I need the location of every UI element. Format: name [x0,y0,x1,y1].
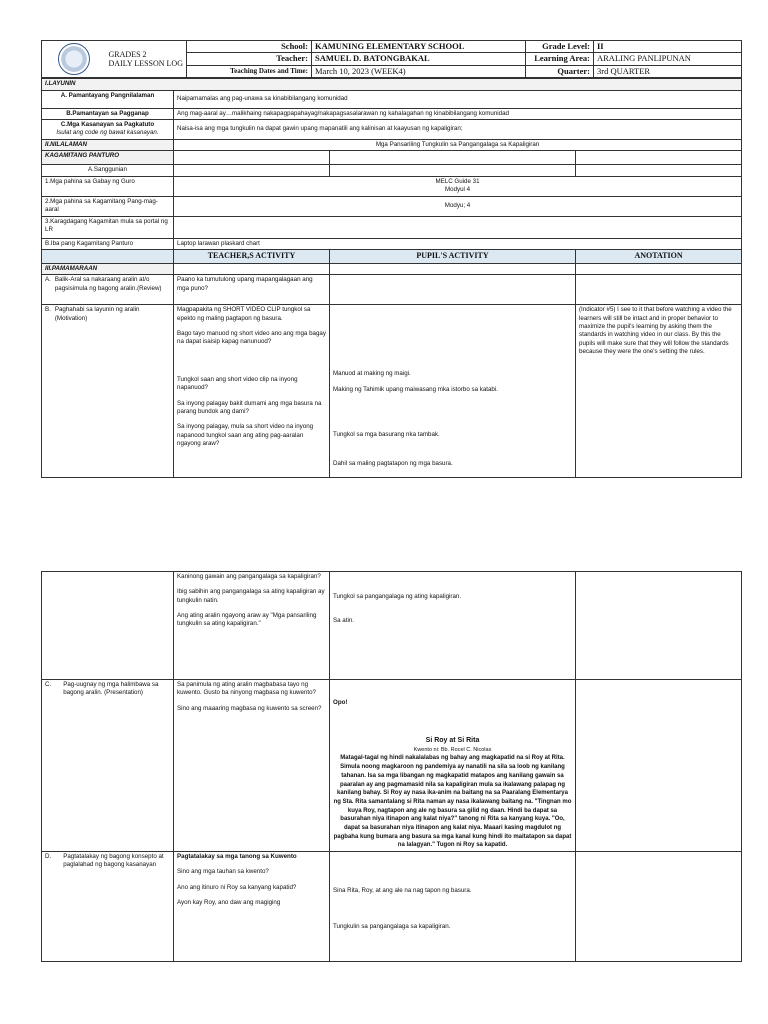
concept-letter: D. [45,853,52,861]
label-sanggunian: A.Sanggunian [42,165,174,176]
label-presentation [42,680,174,852]
review-letter: A. [45,276,51,284]
concept-t3: Ano ang itinuro ni Roy sa kanyang kapatid? [177,883,297,891]
motivation-letter: B. [45,306,51,314]
page2-p1: Tungkol sa pangangalaga ng ating kapaligiran. [333,593,462,600]
kasanayan-note: Isulat ang code ng bawat kasanayan. [56,129,159,137]
motivation-t3: Tungkol saan ang short video clip na inyong napanuod? [177,375,298,392]
motivation-t4: Sa inyong palagay bakit dumami ang mga basura na parang bundok ang dami? [177,399,322,415]
dates-value: March 10, 2023 (WEEK4) [312,65,526,77]
section-pamamaraan: III.PAMAMARAAN [42,264,174,275]
section-nilalaman: II.NILALAMAN [42,140,174,151]
story-body: Matagal-tagal ng hindi nakalalabas ng bahay ang magkapatid na si Roy at Rita. Simula noong magkaroon ng pandemiya ay nanatili na sila sa loob ng kanilang tahanan. Isa sa mga libangan ng magkapatid matapos ang kanilang gawain sa paaralan ay ang pagmamasid nila sa kapaligiran mula sa ikalawang palapag ng kanilang bahay. Si Roy ay nasa ika-anim na baitang na sa Paaralang Elementarya ng Sta. Rita samantalang si Rita naman ay nasa ikalawang baitang na. "Tingnan mo kuya Roy, nagtapon ang ale ng basura sa gilid ng daan. Hindi ba dapat sa basurahan niya itinapon ang kalat niya?" tanong ni Rita sa kanyang kuya. "Oo, dapat sa basurahan niya itinapon ang kalat niya. Maaari kasing magdulot ng pagbaha kung bumara ang basura sa mga kanal kung hindi ito maitatapon sa dapat na lalagyan." Tugon ni Roy sa kapatid. [333,755,572,849]
gabay-line-2: Modyul 4 [444,186,471,194]
motivation-teacher [174,305,330,477]
presentation-letter: C. [45,681,52,688]
section-layunin: I.LAYUNIN [42,79,742,90]
motivation-p3: Tungkol sa mga basurang nka tambak. [333,431,440,439]
col-header-pupil: PUPIL'S ACTIVITY [330,250,576,264]
school-value: KAMUNING ELEMENTARY SCHOOL [312,41,526,53]
motivation-t2: Bago tayo manuod ng short video ano ang mga bagay na dapat isaisip kapag nanunuod? [177,330,326,346]
concept-pupil [330,852,576,962]
presentation-p1: Opo! [333,699,348,706]
page2-pupil [330,572,576,680]
school-label: School: [187,41,312,53]
teacher-label: Teacher: [187,53,312,65]
label-kagamitan-mag-aaral: 2.Mga pahina sa Kagamitang Pang-mag-aaral [42,196,174,216]
text-kasanayan: Naisa-isa ang mga tungkulin na dapat gawin upang mapanatili ang kalinisan at kaayusan ng kapaligiran; [174,120,742,140]
col-header-teacher: TEACHER,S ACTIVITY [174,250,330,264]
form-title-2: DAILY LESSON LOG [108,59,183,69]
dates-label: Teaching Dates and Time: [187,65,312,77]
page2-t3: Ang ating aralin ngayong araw ay "Mga pansariling tungkulin sa ating kapaligiran." [177,612,317,628]
presentation-pupil [330,680,576,852]
presentation-label: Pag-uugnay ng mga halimbawa sa bagong aralin. (Presentation) [63,681,159,697]
text-nilalaman: Mga Pansariling Tungkulin sa Pangangalaga sa Kapaligiran [174,140,742,151]
label-pamantayang-pangnilalaman: A. Pamantayang Pangnilalaman [42,90,174,108]
header-logo-cell [42,41,187,78]
presentation-t1: Sa panimula ng ating aralin magbabasa tayo ng kuwento. Gusto ba ninyong magbasa ng kuwento? [177,681,316,697]
deped-seal-icon [58,43,90,75]
label-karagdagang: 3.Karagdagang Kagamitan mula sa portal ng LR [42,216,174,238]
page2-t2: Ibig sabihin ang pangangalaga sa ating kapaligiran ay tungkulin natin. [177,588,325,604]
text-pamantayang-pangnilalaman: Naipamamalas ang pag-unawa sa kinabibilangang komunidad [174,90,742,108]
concept-p1: Sina Rita, Roy, at ang ale na nag tapon ng basura. [333,887,472,895]
story-author: Kwento ni: Bb. Rocel C. Nicolas [413,746,492,753]
concept-t1: Pagtatalakay sa mga tanong sa Kuwento [177,853,297,861]
story-title: Si Roy at Si Rita [425,737,480,745]
presentation-teacher [174,680,330,852]
motivation-p1: Manuod at making ng maigi. [333,370,411,378]
motivation-pupil [330,305,576,477]
grade-label: Grade Level: [526,41,594,53]
presentation-t2: Sino ang maaaring magbasa ng kuwento sa screen? [177,704,322,712]
lesson-table-2 [41,571,742,962]
label-motivation [42,305,174,477]
label-kasanayan [42,120,174,140]
label-review [42,275,174,305]
label-pamantayan-pagganap: B.Pamantayan sa Pagganap [42,108,174,119]
label-iba-pang-kagamitan: B.Iba pang Kagamitang Panturo [42,238,174,249]
concept-t2: Sino ang mga tauhan sa kwento? [177,868,269,876]
motivation-t1: Magpapakita ng SHORT VIDEO CLIP tungkol sa epekto ng maling pagtapon ng basura. [177,306,311,322]
label-gabay: 1.Mga pahina sa Gabay ng Guro [42,176,174,196]
concept-p2: Tungkulin sa pangangalaga sa kapaligiran. [333,923,451,931]
motivation-annotation: (Indicator #5) I see to it that before watching a video the learners will still be intact and in proper behavior to maximize the pupil's learning by asking them the standards in watching video in our class. By this the pupils will make sure that they will follow the standards because they were the one's setting the rules. [576,305,742,477]
page2-t1: Kaninong gawain ang pangangalaga sa kapaligiran? [177,573,321,580]
col-header-anotation: ANOTATION [576,250,742,264]
grade-value: II [594,41,742,53]
motivation-p2: Making ng Tahimik upang maiwasang mka istorbo sa katabi. [333,385,498,393]
concept-t4: Ayon kay Roy, ano daw ang magiging [177,899,281,907]
kasanayan-title: C.Mga Kasanayan sa Pagkatuto [60,121,155,129]
motivation-t5: Sa inyong palagay, mula sa short video na inyong napanood tungkol saan ang ating pag-aaralan ngayong araw? [177,423,314,447]
quarter-label: Quarter: [526,65,594,77]
label-concept [42,852,174,962]
teacher-value: SAMUEL D. BATONGBAKAL [312,53,526,65]
text-iba-pang-kagamitan: Laptop larawan plaskard chart [174,238,742,249]
text-pamantayan-pagganap: Ang mag-aaral ay…malikhaing nakapagpapahayag/nakapagsasalarawan ng kahalagahan ng kinabibilangang komunidad [174,108,742,119]
area-label: Learning Area: [526,53,594,65]
concept-label: Pagtatalakay ng bagong konsepto at paglalahad ng bagong kasanayan [63,853,164,869]
lesson-table-1 [41,78,742,477]
motivation-label: Paghahabi sa layunin ng aralin (Motivation) [54,306,140,322]
motivation-p4: Dahil sa maling pagtatapon ng mga basura. [333,460,453,468]
form-title-1: GRADES 2 [108,49,147,59]
text-gabay [174,176,742,196]
header-table [41,40,742,78]
page2-teacher [174,572,330,680]
section-kagamitan: KAGAMITANG PANTURO [42,151,174,165]
gabay-line-1: MELC Guide 31 [435,177,480,185]
page2-p2: Sa atin. [333,617,354,625]
page-1 [41,40,741,478]
story [333,736,572,850]
review-label: Balik-Aral sa nakaraang aralin at/o pagsisimula ng bagong aralin.(Review) [54,276,162,292]
concept-teacher [174,852,330,962]
area-value: ARALING PANLIPUNAN [594,53,742,65]
page-2 [41,571,741,962]
review-teacher: Paano ka tumutulong upang mapangalagaan ang mga puno? [174,275,330,305]
text-kagamitan-mag-aaral: Modyu; 4 [174,196,742,216]
quarter-value: 3rd QUARTER [594,65,742,77]
